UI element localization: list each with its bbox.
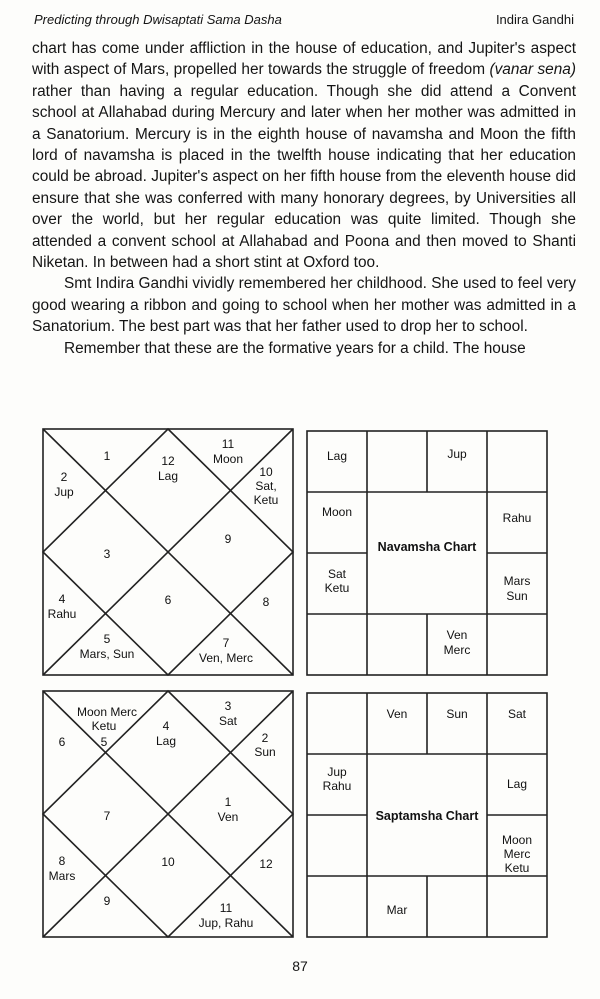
chart-title: Saptamsha Chart [375, 809, 479, 823]
planet-label: Mars [48, 869, 76, 883]
house-number: 10 [161, 855, 175, 869]
house-number: 5 [100, 735, 108, 749]
paragraph-1: chart has come under affliction in the house of education, and Jupiter's aspect with aspect of Mars, propelled her towards the struggle of freedom (vanar sena) rather than having a regular education. Though she did attend a Convent school at Allahabad during Mercury and later when her mother was admitted in a Sanatorium. Mercury is in the eighth house of navamsha and Moon the fifth lord of navamsha is placed in the twelfth house indicating that her education could be abroad. Jupiter's aspect on her fifth house from the eleventh house did ensure that she was conferred with many honorary degrees, by Universities all over the world, but her regular education was quite limited. Though she attended a convent school at Allahabad and Poona and then moved to Shanti Niketan. In between had a short stint at Oxford too. [32, 40, 576, 272]
planet-label: Ven [386, 707, 408, 721]
house-number: 3 [224, 699, 232, 713]
paragraph-2: Smt Indira Gandhi vividly remembered her childhood. She used to feel very good wearing a ribbon and going to school when her mother was admitted in a Sanatorium. The best part was that her father used to drop her to school. [32, 275, 576, 336]
planet-label: Mars [503, 574, 531, 588]
house-number: 10 [259, 465, 273, 479]
planet-label: Sun [506, 589, 528, 603]
body-text [32, 38, 576, 359]
planet-label: Rahu [502, 511, 532, 525]
house-number: 6 [58, 735, 66, 749]
house-number: 6 [164, 593, 172, 607]
house-number: 4 [58, 592, 66, 606]
planet-label: Jup [54, 485, 74, 499]
house-number: 12 [161, 454, 175, 468]
planet-label: Ven [446, 628, 468, 642]
planet-label: Ketu [324, 581, 350, 595]
italic-term: (vanar sena) [489, 61, 576, 79]
planet-label: Ketu [253, 493, 279, 507]
planet-label: Mar [386, 903, 408, 917]
planet-label: Moon [212, 452, 244, 466]
planet-label: Ven, Merc [198, 651, 254, 665]
house-number: 4 [162, 719, 170, 733]
planet-label: Jup [447, 447, 467, 461]
planet-label: Mars, Sun [79, 647, 135, 661]
planet-label: Merc [443, 643, 471, 657]
planet-label: Lag [157, 469, 179, 483]
planet-label: Rahu [322, 779, 352, 793]
saptamsha-chart [306, 692, 548, 938]
chart-title: Navamsha Chart [377, 540, 477, 554]
planet-label: Ven [217, 810, 239, 824]
planet-label: Rahu [47, 607, 77, 621]
house-number: 9 [224, 532, 232, 546]
paragraph-3: Remember that these are the formative years for a child. The house [64, 339, 526, 357]
house-number: 7 [222, 636, 230, 650]
planet-label: Jup [327, 765, 347, 779]
planet-label: Moon [321, 505, 353, 519]
navamsha-chart [306, 430, 548, 676]
planet-label: Lag [506, 777, 528, 791]
planet-label: Merc [503, 847, 531, 861]
planet-label: Sat [507, 707, 527, 721]
house-number: 1 [224, 795, 232, 809]
house-number: 11 [219, 901, 233, 915]
running-header-chapter: Indira Gandhi [495, 12, 574, 27]
planet-label: Ketu [91, 719, 117, 733]
house-number: 11 [221, 437, 235, 451]
planet-label: Sat, [255, 479, 277, 493]
planet-label: Moon [501, 833, 533, 847]
north-indian-chart-2 [42, 690, 294, 938]
house-number: 9 [103, 894, 111, 908]
house-number: 8 [262, 595, 270, 609]
planet-label: Sun [254, 745, 276, 759]
house-number: 8 [58, 854, 66, 868]
house-number: 3 [103, 547, 111, 561]
planet-label: Moon Merc [76, 705, 138, 719]
house-number: 12 [259, 857, 273, 871]
planet-label: Ketu [504, 861, 530, 875]
planet-label: Jup, Rahu [198, 916, 254, 930]
house-number: 1 [103, 449, 111, 463]
running-header-title: Predicting through Dwisaptati Sama Dasha [34, 12, 282, 27]
planet-label: Sat [327, 567, 347, 581]
planet-label: Lag [326, 449, 348, 463]
house-number: 2 [60, 470, 68, 484]
planet-label: Lag [155, 734, 177, 748]
house-number: 7 [103, 809, 111, 823]
house-number: 2 [261, 731, 269, 745]
house-number: 5 [103, 632, 111, 646]
planet-label: Sat [218, 714, 238, 728]
page-number: 87 [292, 958, 308, 974]
north-indian-chart-1 [42, 428, 294, 676]
planet-label: Sun [446, 707, 468, 721]
